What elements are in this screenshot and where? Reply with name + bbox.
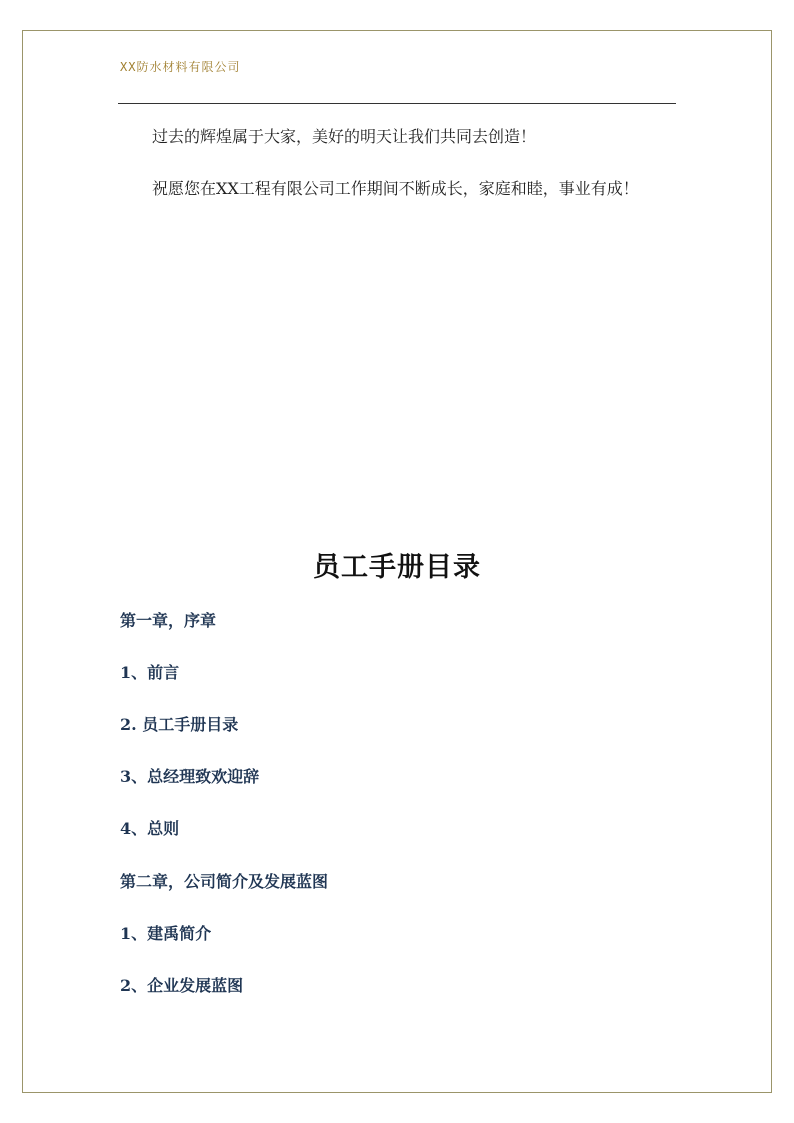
toc-item[interactable]: 1、建禹简介 [120, 924, 212, 943]
toc-item[interactable]: 第一章，序章 [120, 611, 217, 630]
header-company-name: XX防水材料有限公司 [120, 60, 241, 74]
header-divider [118, 103, 676, 104]
body-paragraph-1: 过去的辉煌属于大家，美好的明天让我们共同去创造！ [152, 127, 537, 146]
toc-item[interactable]: 3、总经理致欢迎辞 [120, 767, 260, 786]
toc-item[interactable]: 2、企业发展蓝图 [120, 976, 244, 995]
body-paragraph-2: 祝愿您在XX工程有限公司工作期间不断成长，家庭和睦，事业有成！ [152, 179, 639, 198]
toc-item[interactable]: 1、前言 [120, 663, 180, 682]
toc-item[interactable]: 第二章，公司简介及发展蓝图 [120, 872, 329, 891]
toc-item[interactable]: 4、总则 [120, 819, 180, 838]
toc-title: 员工手册目录 [313, 552, 481, 583]
toc-item[interactable]: 2. 员工手册目录 [120, 715, 239, 734]
